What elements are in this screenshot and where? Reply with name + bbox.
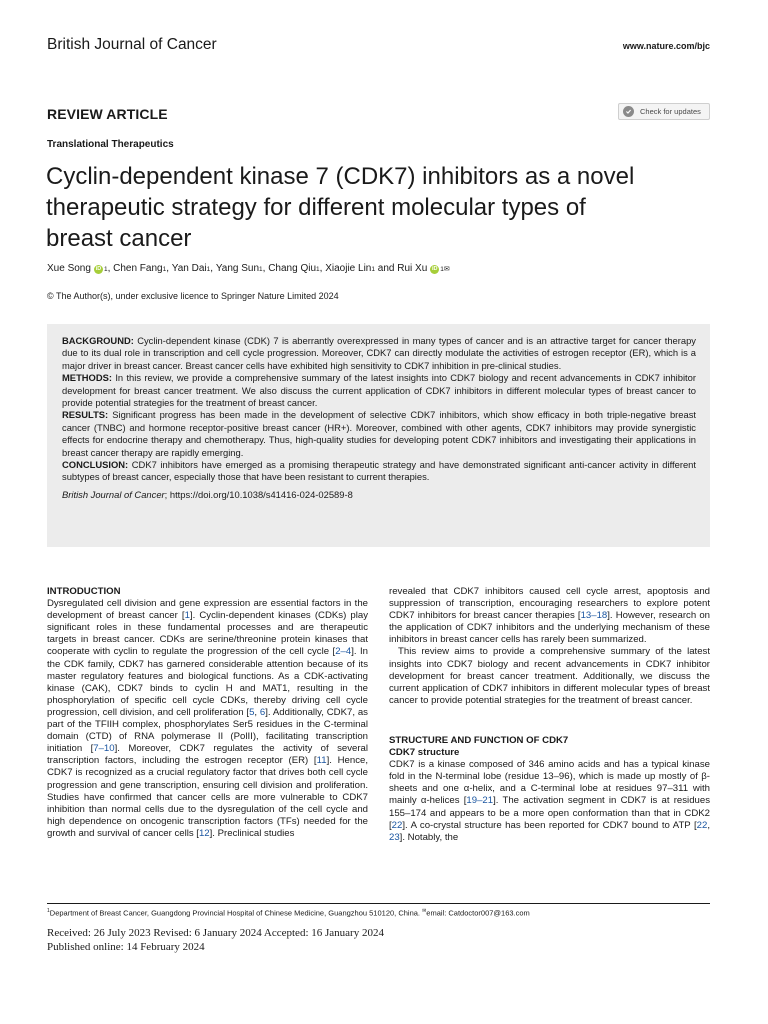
footnote-text: Department of Breast Cancer, Guangdong Provincial Hospital of Chinese Medicine, Guangzhou 510120, China.	[49, 908, 423, 918]
author-affiliation-mark: 1	[162, 266, 167, 273]
title-line: Cyclin-dependent kinase 7 (CDK7) inhibitors as a novel	[46, 163, 635, 190]
intro-paragraph-3: This review aims to provide a comprehensive summary of the latest insights into CDK7 biology and recent advancements in CDK7 inhibitor development for breast cancer treatment. Additionally, we discuss the current application of CDK7 inhibitors in different molecular types of breast cancer to provide potential strategies for the treatment of breast cancer.	[389, 646, 710, 706]
dates-line-received: Received: 26 July 2023 Revised: 6 January 2024 Accepted: 16 January 2024	[47, 927, 384, 939]
author-affiliation-mark: 1	[316, 266, 320, 273]
title-line: breast cancer	[46, 225, 192, 252]
journal-name: British Journal of Cancer	[47, 36, 217, 53]
body-column-right	[389, 586, 710, 844]
author-affiliation-mark: 1	[103, 266, 108, 273]
introduction-heading: INTRODUCTION	[47, 586, 121, 597]
author-list: Xue Song iD 1 , Chen Fang 1 , Yan Dai 1 , Yang Sun 1 , Chang Qiu 1 , Xiaojie Lin 1 and Rui Xu iD 1 ✉	[47, 263, 450, 274]
author-name: Xue Song	[47, 263, 91, 274]
author-affiliation-mark: 1	[371, 266, 375, 273]
author-name: Xiaojie Lin	[325, 263, 372, 274]
section-label: Translational Therapeutics	[47, 139, 174, 150]
footnote-affil-mark: 1	[47, 908, 50, 914]
abstract-methods: METHODS: In this review, we provide a comprehensive summary of the latest insights into CDK7 biology and recent advancements in CDK7 inhibitor development for breast cancer treatment. We also discuss the current application of CDK7 inhibitors in different molecular types of breast cancer to provide potential strategies for the treatment of breast cancer.	[62, 372, 696, 409]
reference-link[interactable]: 2–4	[335, 646, 352, 658]
structure-subheading: CDK7 structure	[389, 747, 460, 759]
copyright-notice: © The Author(s), under exclusive licence to Springer Nature Limited 2024	[47, 291, 339, 301]
journal-url-link[interactable]: www.nature.com/bjc	[622, 41, 710, 51]
reference-link[interactable]: 1	[184, 610, 190, 622]
footnote-divider	[47, 903, 710, 904]
orcid-icon[interactable]: iD	[432, 266, 438, 272]
abstract-results: RESULTS: Significant progress has been made in the development of selective CDK7 inhibitors, which show efficacy in both triple-negative breast cancer (TNBC) and hormone receptor-positive breast cancer (HR+). Moreover, combined with other agents, CDK7 inhibitors may provide synergistic effects for endocrine therapy and chemotherapy. Thus, high-quality studies for developing potent CDK7 inhibitors and investigating their applications in breast cancer therapy are rapidly emerging.	[62, 409, 696, 458]
author-name: Yan Dai	[171, 263, 207, 274]
article-title	[46, 161, 696, 254]
reference-link[interactable]: 13–18	[580, 610, 608, 622]
reference-link[interactable]: 5	[249, 706, 255, 718]
orcid-icon[interactable]: iD	[95, 266, 102, 272]
abstract-conclusion: CONCLUSION: CDK7 inhibitors have emerged as a promising therapeutic strategy and have demonstrated significant anti-cancer activity in different subtypes of breast cancer, especially those that have been resistant to current therapies.	[62, 459, 696, 483]
article-type: REVIEW ARTICLE	[47, 106, 168, 122]
author-name: Yang Sun	[215, 263, 260, 274]
footnote-email-link[interactable]: email: Catdoctor007@163.com	[426, 908, 530, 918]
author-name: Chen Fang	[113, 263, 163, 274]
author-affiliation-mark: 1	[259, 266, 263, 273]
structure-heading: STRUCTURE AND FUNCTION OF CDK7	[389, 734, 569, 746]
check-updates-label: Check for updates	[640, 107, 701, 116]
intro-paragraph-1: Dysregulated cell division and gene expression are essential factors in the development of breast cancer [1]. Cyclin-dependent kinases (CDKs) play significant roles in these fundamental processes and are therapeutic targets in breast cancer. CDKs are serine/threonine protein kinases that cooperate with cyclin to regulate the progression of the cell cycle [2–4]. In the CDK family, CDK7 has garnered considerable attention because of its master regulatory features and biological functions. As a CDK-activating kinase (CAK), CDK7 binds to cyclin H and MAT1, resulting in the phosphorylation of specific cell cycle CDKs, thereby driving cell cycle progression, cell division, and cell proliferation [5, 6]. Additionally, CDK7, as part of the TFIIH complex, phosphorylates Ser5 residues in the C-terminal domain (CTD) of RNA polymerase II (PolII), facilitating transcription initiation [7–10]. Moreover, CDK7 regulates the activity of several transcription factors, including the estrogen receptor (ER) [11]. Hence, CDK7 is recognized as a crucial regulatory factor that drives both cell cycle progression and gene transcription, ensuring cell division and proliferation. Studies have confirmed that cancer cells are more vulnerable to CDK7 inhibition than normal cells due to the dysregulation of the cell cycle and high dependence on oncogenic transcription factors (TFs) needed for the growth and survival of cancer cells [12]. Preclinical studies	[47, 598, 368, 839]
reference-link[interactable]: 22	[391, 819, 403, 831]
author-name: Rui Xu	[397, 263, 428, 274]
check-updates-button[interactable]	[618, 103, 710, 120]
structure-paragraph-1: CDK7 is a kinase composed of 346 amino acids and has a typical kinase fold in the N-terminal lobe (residue 13–96), which is made up mostly of β-sheets and one α-helix, and a C-terminal lobe at residues 97–311 with mainly α-helices [19–21]. The activation segment in CDK7 is at residues 155–174 and appears to be a more open conformation than that in CDK2 [22]. A co-crystal structure has been reported for CDK7 bound to ATP [22, 23]. Notably, the	[389, 759, 710, 843]
reference-link[interactable]: 11	[316, 755, 327, 767]
results-label: RESULTS:	[62, 409, 109, 421]
affiliation-footnote	[47, 908, 530, 918]
reference-link[interactable]: 22	[696, 819, 708, 831]
author-affiliation-mark: 1	[440, 266, 444, 273]
body-column-left	[47, 586, 368, 840]
reference-link[interactable]: 12	[198, 827, 210, 839]
methods-label: METHODS:	[62, 372, 112, 384]
title-line: therapeutic strategy for different molecular types of	[46, 194, 586, 221]
author-affiliation-mark: 1	[206, 266, 211, 273]
author-name: Chang Qiu	[268, 263, 317, 274]
background-label: BACKGROUND:	[62, 335, 134, 346]
email-icon[interactable]: ✉	[443, 266, 450, 273]
dates-line-published: Published online: 14 February 2024	[47, 940, 205, 953]
reference-link[interactable]: 7–10	[93, 743, 115, 755]
intro-paragraph-2: revealed that CDK7 inhibitors caused cell cycle arrest, apoptosis and suppression of transcription, encouraging researchers to explore potent CDK7 inhibitors for breast cancer therapies [13–18]. However, research on the application of CDK7 inhibitors and the underlying mechanism of these inhibitors in breast cancer cells has rarely been summarized.	[389, 586, 710, 646]
publication-dates	[47, 927, 384, 954]
reference-link[interactable]: 19–21	[466, 795, 494, 807]
conclusion-label: CONCLUSION:	[62, 459, 129, 471]
citation-journal: British Journal of Cancer	[62, 488, 165, 500]
email-icon: ✉	[422, 908, 427, 914]
abstract-background: BACKGROUND: Cyclin-dependent kinase (CDK) 7 is aberrantly overexpressed in many types of cancer and is an attractive target for cancer therapy due to its dual role in transcription and cell cycle progression. Moreover, CDK7 can directly modulate the activities of estrogen receptor (ER), which is a major driver in breast cancer. Breast cancer cells have exhibited high sensitivity to CDK7 inhibition in pre-clinical studies.	[62, 335, 696, 371]
reference-link[interactable]: 6	[259, 706, 266, 718]
citation-doi-link[interactable]: ; https://doi.org/10.1038/s41416-024-02589-8	[164, 488, 353, 500]
abstract-box	[47, 324, 710, 547]
reference-link[interactable]: 23	[389, 831, 400, 843]
check-updates-icon	[623, 106, 634, 117]
abstract-citation	[62, 489, 696, 501]
